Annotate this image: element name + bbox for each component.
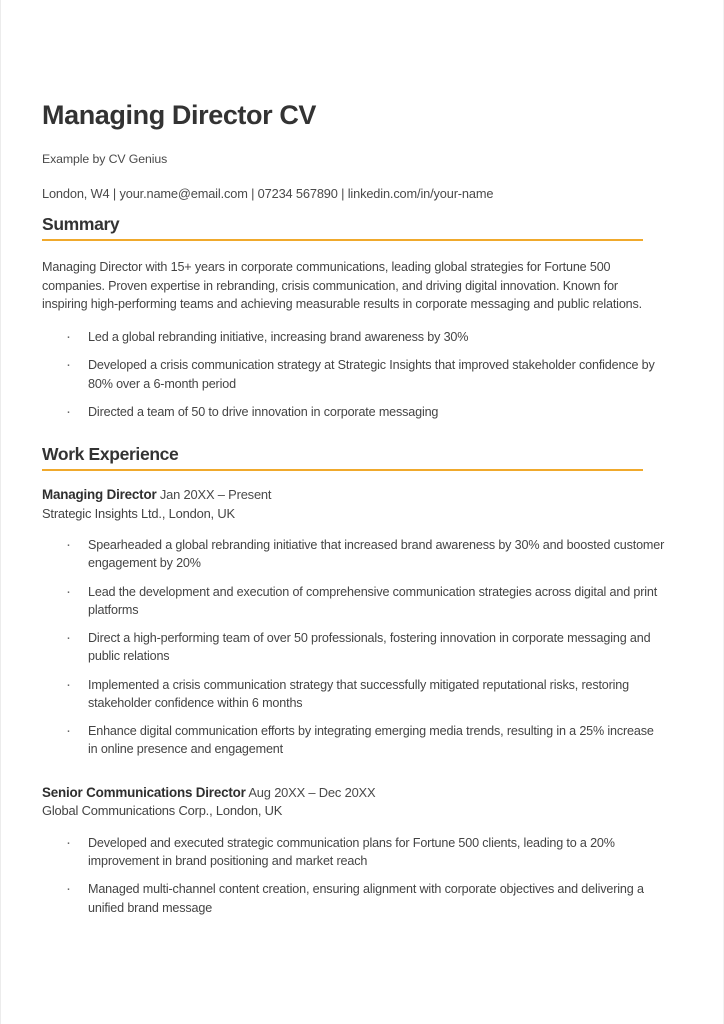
job-title: Managing Director [42,487,157,503]
list-item: · Implemented a crisis communication strategy that successfully mitigated reputational risks, restoring stakeholder confidence within 6 months [42,676,665,723]
job-header [42,783,682,802]
job-bullet-list [42,821,682,927]
job-entry [42,769,682,927]
job-company: Global Communications Corp., London, UK [42,803,283,819]
work-experience-section [42,431,682,927]
byline: Example by CV Genius [42,152,168,167]
list-item: · Lead the development and execution of comprehensive communication strategies across digital and print platforms [42,583,665,630]
page-title: Managing Director CV [42,100,317,130]
job-dates-value: Aug 20XX – Dec 20XX [248,784,376,800]
list-item: · Developed and executed strategic communication plans for Fortune 500 clients, leading to a 20% improvement in brand positioning and market reach [42,834,665,881]
contact-line: London, W4 | your.name@email.com | 07234 567890 | linkedin.com/in/your-name [42,186,494,202]
job-entry [42,471,682,769]
job-title: Senior Communications Director [42,784,246,800]
summary-paragraph: Managing Director with 15+ years in corporate communications, leading global strategies for Fortune 500 companies. Proven expertise in rebranding, crisis communication, and driving digital innovation. Known for inspiring high-performing teams and achieving measurable results in corporate messaging and public relations. [42,259,642,312]
list-item: · Managed multi-channel content creation, ensuring alignment with corporate objectives and delivering a unified brand message [42,880,665,927]
job-company: Strategic Insights Ltd., London, UK [42,505,235,521]
list-item: · Enhance digital communication efforts by integrating emerging media trends, resulting in a 25% increase in online presence and engagement [42,722,665,769]
list-item: · Led a global rebranding initiative, increasing brand awareness by 30% [42,328,665,356]
list-item: · Spearheaded a global rebranding initiative that increased brand awareness by 30% and boosted customer engagement by 20% [42,536,665,583]
job-bullet-list [42,523,682,769]
summary-section [42,201,682,431]
job-dates-value: Jan 20XX – Present [159,487,272,503]
summary-bullet-list [42,314,682,431]
list-item: · Directed a team of 50 to drive innovation in corporate messaging [42,403,665,431]
list-item: · Developed a crisis communication strategy at Strategic Insights that improved stakeholder confidence by 80% over a 6-month period [42,356,665,403]
list-item: · Direct a high-performing team of over 50 professionals, fostering innovation in corporate messaging and public relations [42,629,665,676]
summary-heading: Summary [42,214,120,235]
job-header [42,485,682,504]
work-experience-heading: Work Experience [42,444,179,465]
